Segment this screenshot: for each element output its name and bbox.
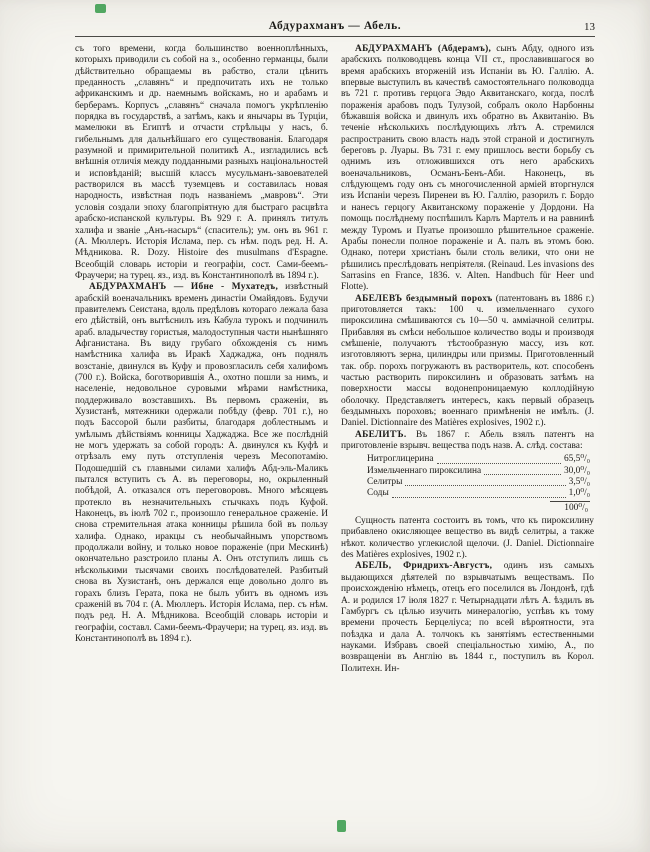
table-row: [367, 477, 590, 488]
entry-headword: АБДУРАХМАНЪ — Ибне - Мухатедъ,: [89, 282, 279, 293]
entry-abelev-powder: [341, 294, 594, 430]
table-total-row: [367, 501, 590, 514]
entry-abelit-continued: Сущность патента состоитъ въ томъ, что къ пироксилину прибавлено окисляющее вещество въ видѣ селитры, а также нѣкот. количество углекислой щелочи. (J. Daniel. Dictionnaire des Matières explosives, 1902 г.).: [341, 516, 594, 561]
total-value: 100⁰/₀: [550, 501, 590, 514]
entry-abelit: [341, 430, 594, 453]
row-value: 3,5⁰/₀: [568, 477, 590, 488]
table-row: [367, 466, 590, 477]
dot-leader: [392, 497, 566, 498]
entry-body: извѣстный арабскій военачальникъ временъ династіи Омайядовъ. Будучи правителемъ Сеистана, вдоль предѣловъ котораго лежала база его дѣйствій, онъ вытѣснилъ изъ Кабула турокъ и подчинилъ араб. владычеству гористыя, малодоступныя части нынѣшняго Афганистана. Въ виду грубаго обхожденія съ нимъ намѣстника халифа въ Иракѣ Хаджаджа, онъ поднялъ возстаніе, двинулся въ Куфу и провозгласилъ себя халифомъ (700 г.). Войска, боготворившія А., охотно пошли за нимъ, и населеніе, недовольное суровыми мѣрами намѣстника, поддерживало возставшихъ. Въ первомъ сраженіи, въ Хузистанѣ, мятежники одержали побѣду (февр. 701 г.), но подъ Бассорой были разбиты, благодаря доблестнымъ и умѣлымъ дѣйствіямъ конницы Хаджаджа. Все же послѣдній не могъ удержать за собой городъ: А. двинулся къ Куфѣ и отрѣзалъ ему путь отступленія черезъ Месопотамію. Подошедшій съ главными силами халифъ Абд-эль-Маликъ пытался вступить съ А. въ переговоры, но, окрыленный побѣдой, А. отказался отъ переговоровъ. Много мѣсяцевъ протекло въ незначительныхъ стычкахъ подъ Куфой. Наконецъ, въ іюлѣ 702 г., произошло генеральное сраженіе. И снова стремительная атака конницы рѣшила бой въ пользу халифа. Однако, иракцы съ необычайнымъ упорствомъ продолжали войну, и только новое пораженіе (при Мескинѣ) окончательно разстроило планы А. Онъ отступилъ лишь съ нѣсколькими тысячами своихъ послѣдователей. Разбитый снова въ Хузистанѣ, онъ держался еще довольно долго въ горахъ близъ Герата, пока не былъ убитъ въ одномъ изъ сраженій въ 704 г. (А. Мюллеръ. Исторія Ислама, пер. съ нѣм. подъ ред. Н. А. Мѣдникова. Всеобщій словарь исторіи и географіи, составл. Сами-беемъ-Фраучери; на турец. яз. изд. въ Константинополѣ въ 1894 г.).: [75, 282, 328, 644]
page-header: [75, 20, 595, 37]
row-value: 30,0⁰/₀: [563, 465, 590, 476]
page-title: Абдурахманъ — Абель.: [268, 20, 402, 32]
entry-headword: АБЕЛЬ, Фридрихъ-Августъ,: [355, 561, 493, 572]
left-column: [75, 44, 328, 675]
entry-headword: АБЕЛЕВЪ бездымный порохъ: [355, 293, 493, 304]
dot-leader: [405, 485, 565, 486]
dot-leader: [437, 463, 561, 464]
entry-abel-friedrich-august: [341, 561, 594, 674]
entry-intro: Въ 1867 г. Абель взялъ патентъ на приготовленіе взрывч. вещества подъ назв. А. слѣд. состава:: [341, 429, 595, 452]
row-value: 65,5⁰/₀: [563, 454, 590, 465]
scan-artifact-marker: [337, 820, 346, 832]
composition-table: [367, 454, 590, 514]
page-number: 13: [584, 21, 595, 33]
row-value: 1,0⁰/₀: [568, 488, 590, 499]
entry-body: сынъ Абду, одного изъ арабскихъ полководцевъ конца VII ст., прославившагося во время арабскихъ вторженій изъ Испаніи въ Ю. Галлію. А. впервые выступилъ въ качествѣ самостоятельнаго полководца въ 721 г. противъ герцога Эвдо Аквитанскаго, когда, послѣ пораженія арабовъ подъ Тулузой, собралъ около Нарбонны бѣжавшія войска и двинулъ ихъ обратно въ Аквитанію. Въ теченіе нѣсколькихъ послѣдующихъ лѣтъ А. стремился распространить свою власть надъ этой страной и достигнулъ береговъ р. Луары. Въ 731 г. ему пришлось вести борьбу съ однимъ изъ отложившихся отъ него арабскихъ военачальниковъ, Османъ-Бенъ-Аби. Наконецъ, въ слѣдующемъ году онъ съ многочисленной арміей вторгнулся изъ Испаніи черезъ Пиренеи въ Ю. Галлію, разорилъ г. Бордо и нанесъ герцогу Аквитанскому пораженіе у Дордони. На помощь послѣднему поспѣшилъ Карлъ Мартелъ и на равнинѣ между Туромъ и Пуатье произошло рѣшительное сраженіе. Арабы понесли полное пораженіе и А. палъ въ этомъ бою. Однако, потери христіанъ были столь велики, что они не рѣшились преслѣдовать непріятеля. (Reinaud. Les invasions des Sarrasins en France, 1836. v. Alten. Handbuch für Heer und Flotte).: [341, 44, 594, 293]
entry-abdurahman-ibne-muhated: [75, 282, 328, 645]
entry-headword: АБДУРАХМАНЪ (Абдерамъ),: [355, 44, 492, 54]
table-row: [367, 454, 590, 465]
row-label: Селитры: [367, 477, 403, 488]
row-label: Измельченнаго пироксилина: [367, 465, 482, 476]
dot-leader: [484, 474, 561, 475]
scan-artifact-marker: [95, 4, 106, 13]
text-columns: [75, 44, 595, 675]
entry-headword: АБЕЛИТЪ.: [355, 429, 407, 440]
entry-body: одинъ изъ самыхъ выдающихся дѣятелей по взрывчатымъ веществамъ. По происхожденію нѣмецъ, отецъ его поселился въ Лондонѣ, гдѣ А. и родился 17 іюля 1827 г. Четырнадцати лѣтъ А. ѣздилъ въ Гамбургъ съ цѣлью изучить минералогію, успѣвъ къ тому времени прочесть Берцеліуса; по всей вѣроятности, эта поѣздка и дала А. толчокъ къ занятіямъ естественными науками. Избравъ своей спеціальностью химію, А., по возвращеніи въ Англію въ 1844 г., поступилъ въ Корол. Политехн. Ин-: [341, 561, 595, 674]
table-row: [367, 488, 590, 499]
entry-abdurahman-abderam: [341, 44, 594, 294]
continuation-paragraph: съ того времени, когда большинство военноплѣнныхъ, которыхъ приводили съ собой на з., особенно германцы, были дѣйствительно обращаемы въ рабство, стали цѣнить преданность „славянъ“ и предпочитать ихъ не только африканскимъ и др. наемнымъ войскамъ, но и арабамъ и берберамъ. Корпусъ „славянъ“ сначала помогъ укрѣпленію порядка въ государствѣ, а затѣмъ, какъ и янычары въ Турціи, мамелюки въ Египтѣ и отчасти стрѣльцы у насъ, б. гибельнымъ для дальнѣйшаго его существованія. Благодаря разумной и примирительной политикѣ А., изгладились всѣ внѣшнія отличія между подданными разныхъ національностей и исповѣданій; высшій классъ мусульманъ-завоевателей растворился въ массѣ туземцевъ и составилась новая народность, извѣстная подъ названіемъ „мавровъ“. Эти условія создали эпоху благопріятную для быстраго расцвѣта арабско-испанской культуры. Въ 929 г. А. принялъ титулъ халифа и званіе „Анъ-насыръ“ (спаситель); ум. онъ въ 961 г. (А. Мюллеръ. Исторія Ислама, пер. съ нѣм. подъ ред. Н. А. Мѣдникова. R. Dozy. Histoire des musulmans d'Espagne. Всеобщій словарь исторіи и географіи, сост. Сами-беемъ-Фраучери; на турец. яз., изд. въ Константинополѣ въ 1894 г.).: [75, 44, 328, 281]
row-label: Нитроглицерина: [367, 454, 434, 465]
right-column: [341, 44, 594, 675]
row-label: Соды: [367, 488, 389, 499]
entry-body: (патентованъ въ 1886 г.) приготовляется такъ: 100 ч. измельченнаго сухого пироксилина смѣшиваются съ 10—50 ч. амміачной селитры. Прибавляя въ смѣси небольшое количество воды и производя смѣшеніе, получаютъ тѣстообразную массу, изъ кот. изготовляютъ зерна, цилиндры или призмы. Приготовленный так. обр. порохъ погружаютъ въ растворитель, кот. способенъ частью растворить пироксилинъ и образовать затѣмъ на поверхности массы водонепроницаемую коллодійную оболочку. Представляетъ интересъ, какъ первый образецъ бездымныхъ пороховъ; военнаго примѣненія не имѣлъ. (J. Daniel. Dictionnaire des Matières explosives, 1902 г.).: [341, 293, 594, 429]
